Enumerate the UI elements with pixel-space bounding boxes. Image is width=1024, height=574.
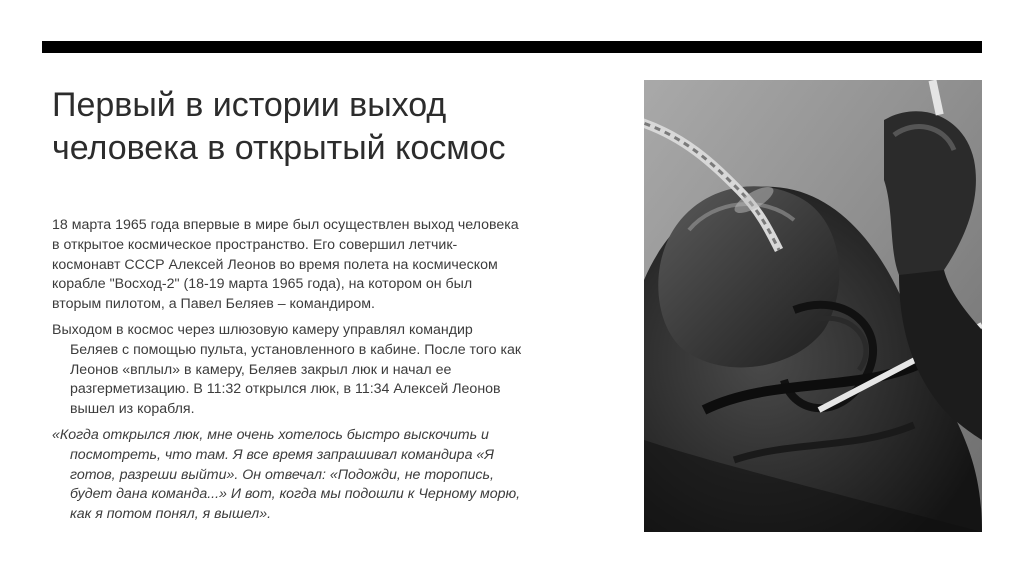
paragraph-intro bbox=[52, 216, 612, 315]
title-line: человека в открытый космос bbox=[52, 129, 506, 167]
spacewalk-photo bbox=[644, 80, 982, 532]
cosmonaut-spacewalk-image bbox=[644, 80, 982, 532]
paragraph-airlock bbox=[52, 321, 612, 420]
text-line: 18 марта 1965 года впервые в мире был осуществлен выход человека bbox=[52, 217, 519, 233]
slide-body bbox=[52, 216, 612, 531]
top-divider-bar bbox=[42, 41, 982, 53]
quote-paragraph bbox=[52, 426, 612, 525]
quote-line: как я потом понял, я вышел». bbox=[70, 506, 272, 523]
text-line: разгерметизацию. В 11:32 открылся люк, в 11:34 Алексей Леонов bbox=[70, 381, 501, 398]
text-line: Леонов «вплыл» в камеру, Беляев закрыл люк и начал ее bbox=[70, 361, 452, 378]
text-line: корабле "Восход-2" (18-19 марта 1965 года), на котором он был bbox=[52, 276, 473, 293]
quote-line: будет дана команда...» И вот, когда мы подошли к Черному морю, bbox=[70, 486, 521, 503]
title-line: Первый в истории выход bbox=[52, 86, 447, 124]
text-line: Выходом в космос через шлюзовую камеру управлял командир bbox=[52, 321, 473, 338]
text-line: вторым пилотом, а Павел Беляев – командиром. bbox=[52, 296, 375, 313]
text-line: космонавт СССР Алексей Леонов во время полета на космическом bbox=[52, 256, 498, 273]
text-line: Беляев с помощью пульта, установленного в кабине. После того как bbox=[70, 341, 522, 358]
slide-title bbox=[52, 84, 612, 170]
text-line: вышел из корабля. bbox=[70, 401, 195, 418]
quote-line: посмотреть, что там. Я все время запрашивал командира «Я bbox=[70, 446, 494, 463]
quote-line: «Когда открылся люк, мне очень хотелось быстро выскочить и bbox=[52, 426, 489, 443]
quote-line: готов, разреши выйти». Он отвечал: «Подожди, не торопись, bbox=[70, 466, 494, 483]
text-line: в открытое космическое пространство. Его совершил летчик- bbox=[52, 236, 458, 253]
